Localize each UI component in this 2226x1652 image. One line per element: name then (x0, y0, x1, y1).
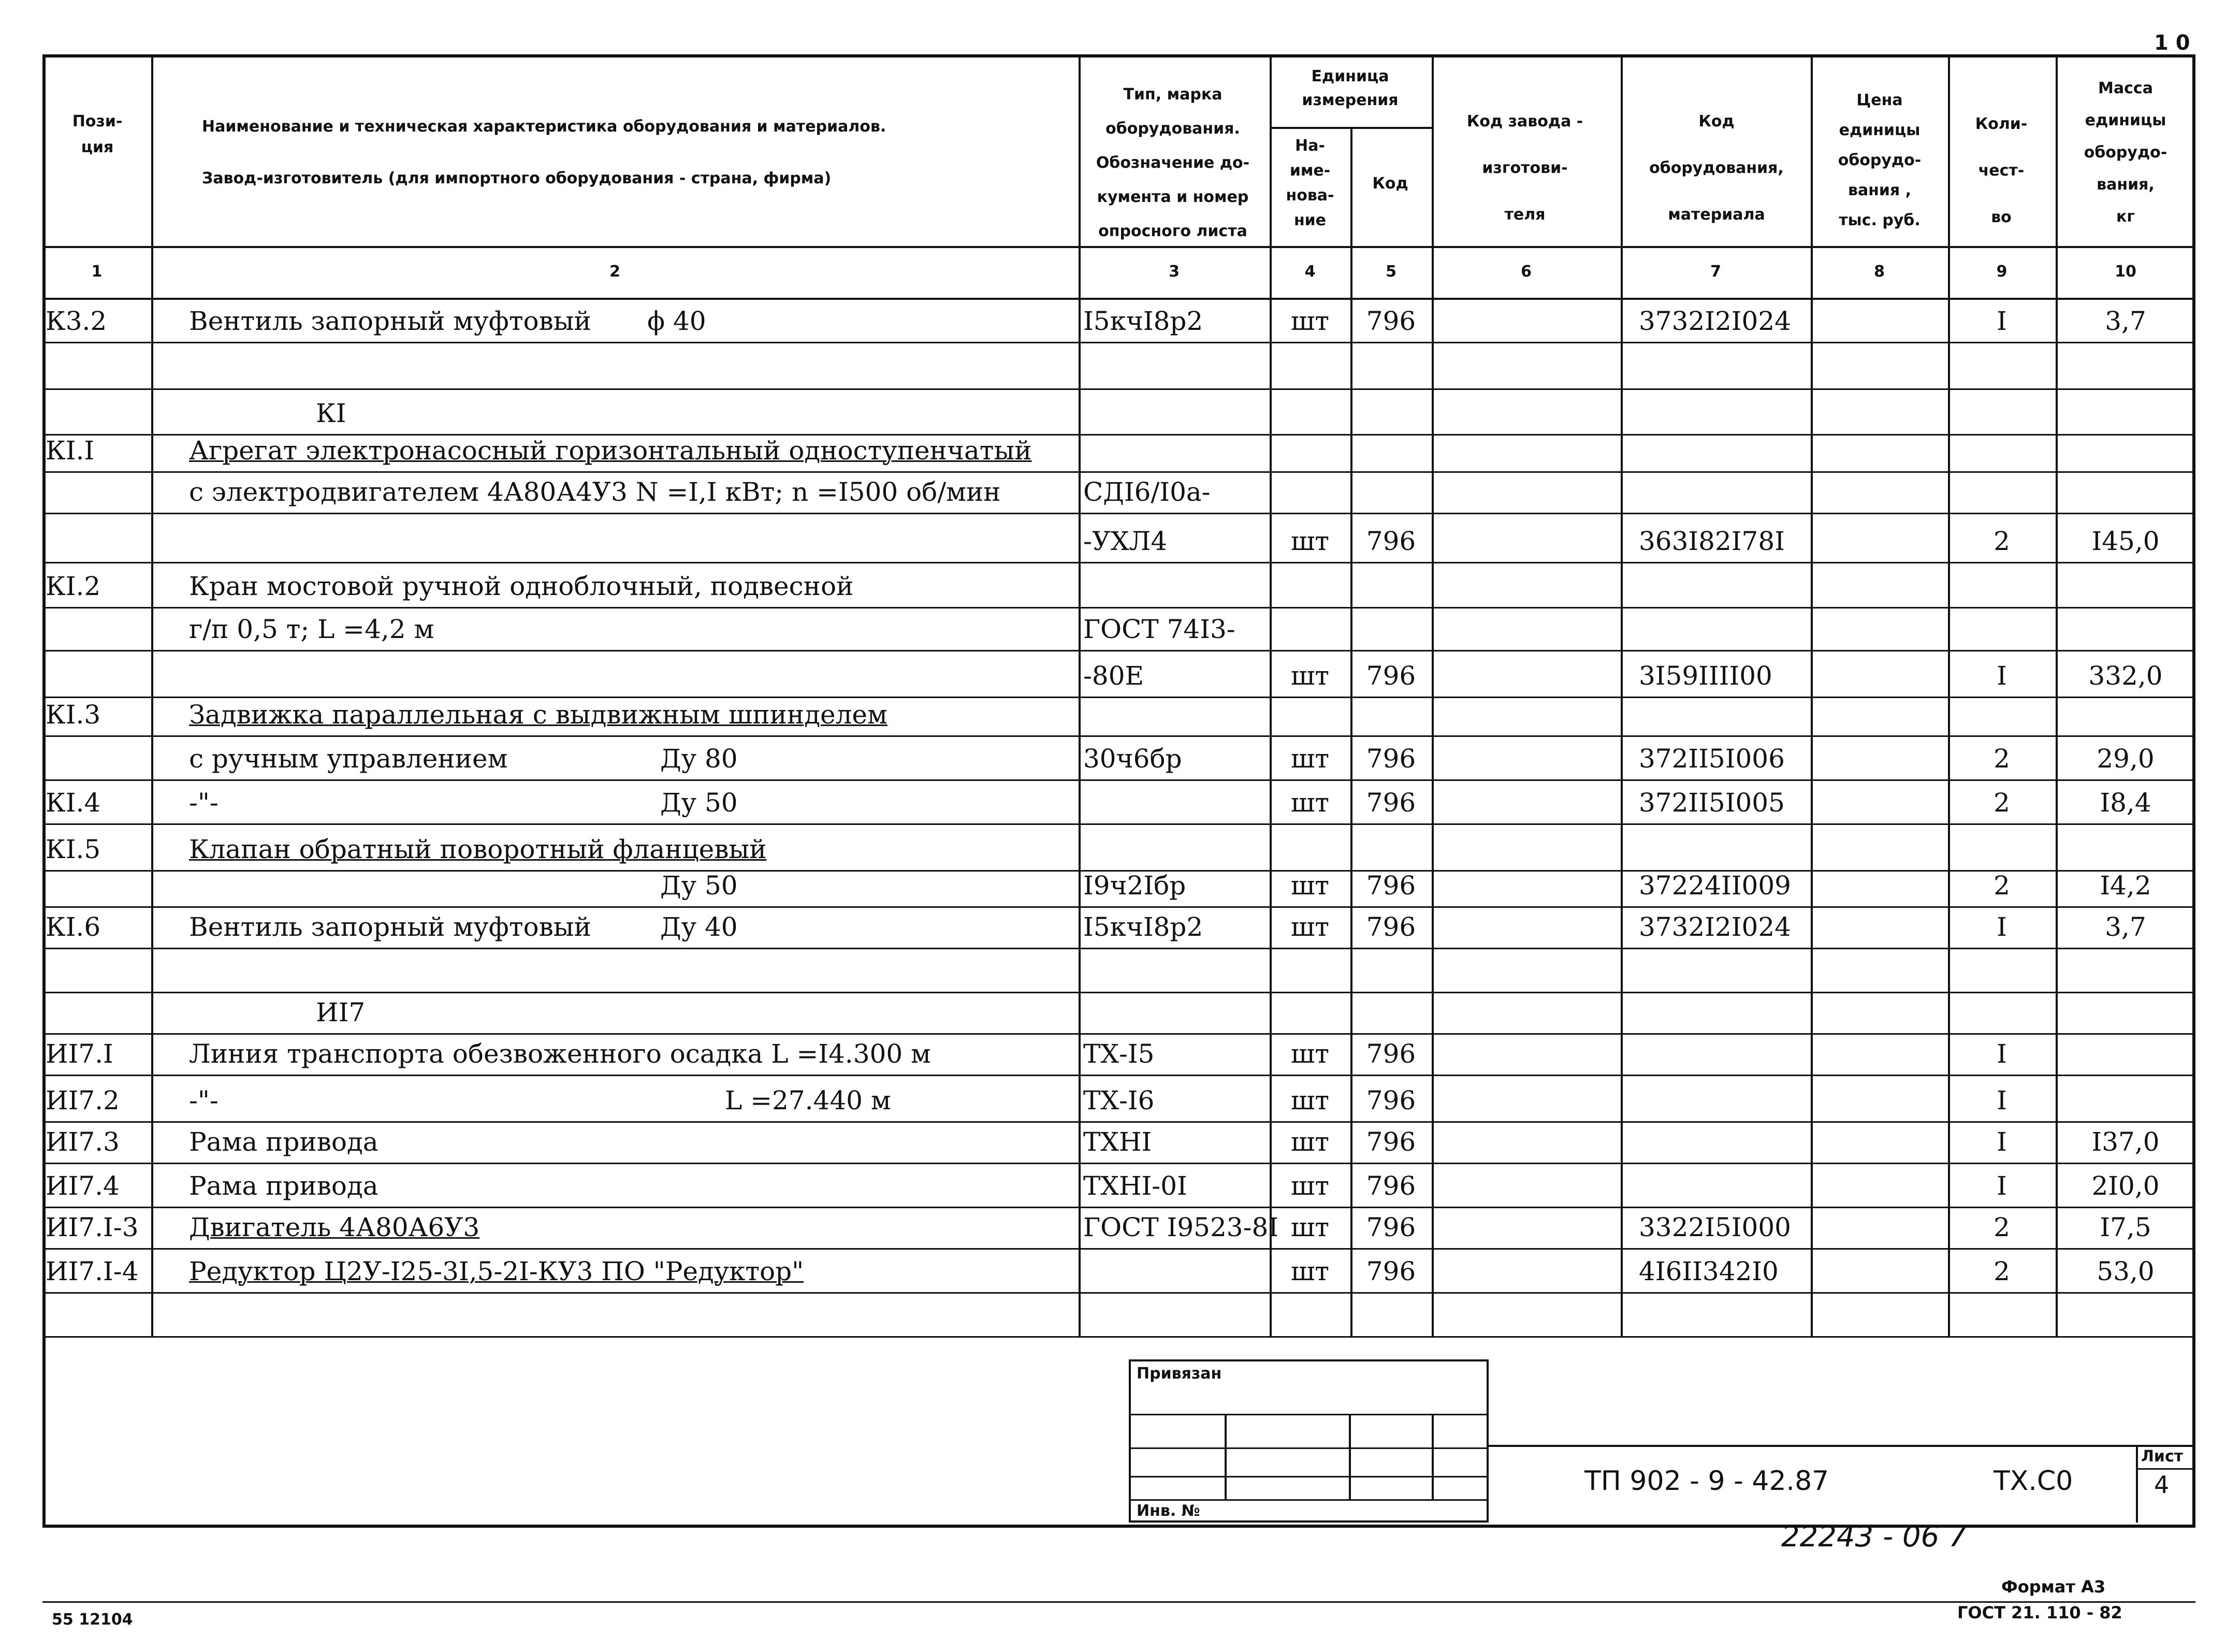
cell-eqcode: 363I82I78I (1639, 526, 1785, 556)
cell-qty: I (1997, 1085, 2007, 1115)
stamp-mark: ТХ.С0 (1994, 1466, 2073, 1497)
stamp-vline (1349, 1414, 1351, 1499)
header-position: Пози- ция (72, 112, 123, 156)
cell-code: 796 (1366, 744, 1416, 774)
cell-mass: 3,7 (2105, 306, 2146, 336)
cell-mass: 3,7 (2105, 912, 2146, 942)
header-price: Цена единицы оборудо- вания , тыс. руб. (1838, 91, 1922, 229)
cell-type: ГОСТ I9523-8I (1083, 1212, 1279, 1242)
cell-pos: К3.2 (46, 306, 107, 336)
table-row-line (42, 607, 2195, 608)
table-row-line (42, 1292, 2195, 1294)
column-number: 3 (1169, 263, 1180, 281)
table-row-line (42, 823, 2195, 825)
stamp-inv: Инв. № (1137, 1502, 1200, 1520)
table-row-line (42, 650, 2195, 651)
header-mass: Масса единицы оборудо- вания, кг (2084, 79, 2167, 226)
table-row-line (42, 992, 2195, 993)
cell-mass: I45,0 (2091, 526, 2160, 556)
cell-unit: шт (1290, 912, 1330, 942)
cell-name: Агрегат электронасосный горизонтальный одноступенчатый (189, 436, 1032, 466)
cell-name: Кран мостовой ручной одноблочный, подвесной (189, 571, 854, 601)
cell-dn: Ду 50 (660, 788, 738, 818)
cell-qty: 2 (1994, 871, 2010, 901)
cell-qty: I (1997, 661, 2007, 691)
cell-eqcode: 3I59IIII00 (1639, 661, 1772, 691)
cell-code: 796 (1366, 1039, 1416, 1069)
cell-qty: I (1997, 306, 2007, 336)
cell-pos: КI.I (46, 436, 95, 466)
cell-unit: шт (1290, 1039, 1330, 1069)
cell-name: ИI7 (316, 997, 366, 1027)
cell-unit: шт (1290, 1171, 1330, 1201)
column-number: 6 (1521, 263, 1532, 281)
cell-mass: I4,2 (2100, 871, 2151, 901)
cell-mass: 53,0 (2097, 1256, 2155, 1286)
table-row-line (42, 1121, 2195, 1123)
cell-pos: КI.6 (46, 912, 101, 942)
table-row-line (42, 906, 2195, 908)
cell-type: ТХ-I5 (1083, 1039, 1155, 1069)
cell-eqcode: 3732I2I024 (1639, 912, 1791, 942)
cell-unit: шт (1290, 526, 1330, 556)
cell-type: 30ч6бр (1083, 744, 1182, 774)
cell-qty: I (1997, 1171, 2007, 1201)
cell-type: ТХНI (1083, 1127, 1152, 1157)
cell-dn: L =27.440 м (725, 1085, 891, 1115)
cell-code: 796 (1366, 1127, 1416, 1157)
stamp-doc-code: ТП 902 - 9 - 42.87 (1584, 1466, 1829, 1497)
column-number: 10 (2115, 263, 2136, 281)
cell-name: г/п 0,5 т; L =4,2 м (189, 614, 434, 644)
cell-unit: шт (1290, 1256, 1330, 1286)
cell-name: с ручным управлением (189, 744, 508, 774)
stamp-sheet-number: 4 (2154, 1471, 2170, 1499)
table-row-line (42, 388, 2195, 390)
header-quantity: Коли- чест- во (1975, 115, 2028, 226)
cell-mass: I7,5 (2100, 1212, 2151, 1242)
cell-unit: шт (1290, 1212, 1330, 1242)
cell-qty: 2 (1994, 1256, 2010, 1286)
cell-pos: ИI7.3 (46, 1127, 120, 1157)
header-type: Тип, марка оборудования. Обозначение до- кумента и номер опросного листа (1096, 85, 1250, 240)
footer-format: Формат А3 (2001, 1577, 2106, 1597)
cell-pos: ИI7.I-3 (46, 1212, 139, 1242)
cell-unit: шт (1290, 788, 1330, 818)
column-number: 8 (1874, 263, 1885, 281)
cell-name: Редуктор Ц2У-I25-3I,5-2I-КУ3 ПО "Редуктор" (189, 1256, 804, 1286)
cell-qty: I (1997, 1127, 2007, 1157)
stamp-sheet-line (2136, 1468, 2195, 1470)
cell-type: -80Е (1083, 661, 1144, 691)
cell-pos: ИI7.4 (46, 1171, 120, 1201)
cell-qty: 2 (1994, 744, 2010, 774)
cell-unit: шт (1290, 661, 1330, 691)
cell-pos: КI.5 (46, 834, 101, 864)
cell-pos: ИI7.I (46, 1039, 113, 1069)
cell-unit: шт (1290, 1127, 1330, 1157)
cell-eqcode: 3322I5I000 (1639, 1212, 1791, 1242)
cell-name: Рама привода (189, 1127, 379, 1157)
header-unit-code: Код (1372, 175, 1408, 193)
footer-gost: ГОСТ 21. 110 - 82 (1957, 1603, 2122, 1622)
cell-name: Вентиль запорный муфтовый (189, 912, 591, 942)
cell-type: ТХ-I6 (1083, 1085, 1155, 1115)
cell-eqcode: 3732I2I024 (1639, 306, 1791, 336)
table-row-line (1270, 127, 1432, 129)
cell-dn: Ду 50 (660, 871, 738, 901)
stamp-privyazan: Привязан (1137, 1365, 1222, 1383)
cell-name: -"- (189, 1085, 219, 1115)
table-row-line (42, 562, 2195, 563)
cell-code: 796 (1366, 1256, 1416, 1286)
handwritten-number: 22243 - 06 7 (1781, 1520, 1967, 1554)
cell-dn: Ду 80 (660, 744, 738, 774)
table-row-line (42, 1163, 2195, 1164)
cell-code: 796 (1366, 788, 1416, 818)
cell-code: 796 (1366, 661, 1416, 691)
column-number: 4 (1304, 263, 1316, 281)
cell-name: Клапан обратный поворотный фланцевый (189, 834, 767, 864)
header-name: Наименование и техническая характеристика оборудования и материалов. Завод-изготовитель (для импортного оборудования - страна, фирма) (202, 118, 886, 187)
cell-pos: ИI7.I-4 (46, 1256, 139, 1286)
cell-name: -"- (189, 788, 219, 818)
cell-code: 796 (1366, 1085, 1416, 1115)
cell-unit: шт (1290, 306, 1330, 336)
column-number: 5 (1386, 263, 1396, 281)
cell-code: 796 (1366, 871, 1416, 901)
cell-code: 796 (1366, 306, 1416, 336)
cell-unit: шт (1290, 744, 1330, 774)
corner-mark: 1 0 (2154, 31, 2190, 55)
cell-type: СДI6/I0а- (1083, 477, 1211, 507)
table-row-line (42, 1033, 2195, 1035)
cell-mass: I37,0 (2091, 1127, 2160, 1157)
cell-code: 796 (1366, 1212, 1416, 1242)
cell-mass: I8,4 (2100, 788, 2151, 818)
cell-type: I9ч2Iбр (1083, 871, 1186, 901)
header-unit-name: На- име- нова- ние (1286, 137, 1334, 229)
cell-eqcode: 372II5I006 (1639, 744, 1785, 774)
header-unit-group: Единица измерения (1302, 67, 1399, 109)
column-number: 1 (91, 263, 103, 281)
cell-unit: шт (1290, 1085, 1330, 1115)
stamp-line (1129, 1476, 1489, 1477)
cell-code: 796 (1366, 1171, 1416, 1201)
cell-qty: 2 (1994, 526, 2010, 556)
cell-name: Вентиль запорный муфтовый (189, 306, 591, 336)
cell-dn: Ду 40 (660, 912, 738, 942)
cell-mass: 29,0 (2097, 744, 2155, 774)
table-row-line (42, 471, 2195, 473)
cell-type: ГОСТ 74I3- (1083, 614, 1235, 644)
stamp-line (1129, 1414, 1489, 1415)
cell-pos: ИI7.2 (46, 1085, 120, 1115)
header-equipment-code: Код оборудования, материала (1649, 112, 1784, 224)
cell-mass: 2I0,0 (2091, 1171, 2160, 1201)
cell-qty: 2 (1994, 1212, 2010, 1242)
header-plant-code: Код завода - изготови- теля (1466, 112, 1583, 224)
stamp-sheet-label: Лист (2141, 1447, 2184, 1466)
cell-name: КI (316, 398, 346, 428)
stamp-right-top-line (1489, 1445, 2195, 1447)
cell-type: I5кчI8р2 (1083, 306, 1203, 336)
stamp-vline (1432, 1414, 1434, 1499)
cell-qty: I (1997, 912, 2007, 942)
stamp-sheet-divider (2136, 1445, 2138, 1523)
cell-pos: КI.2 (46, 571, 101, 601)
cell-qty: I (1997, 1039, 2007, 1069)
cell-unit: шт (1290, 871, 1330, 901)
cell-dn: ϕ 40 (647, 306, 706, 336)
cell-eqcode: 372II5I005 (1639, 788, 1785, 818)
table-row-line (42, 1075, 2195, 1076)
stamp-line (1129, 1447, 1489, 1449)
table-row-line (42, 342, 2195, 343)
cell-name: с электродвигателем 4А80А4У3 N =I,I кВт; n =I500 об/мин (189, 477, 1001, 507)
table-row-line (42, 779, 2195, 781)
table-row-line (42, 1336, 2195, 1338)
table-row-line (42, 1207, 2195, 1208)
stamp-line (1129, 1499, 1489, 1501)
cell-eqcode: 37224II009 (1639, 871, 1791, 901)
cell-name: Двигатель 4А80А6У3 (189, 1212, 480, 1242)
cell-pos: КI.3 (46, 700, 101, 730)
stamp-left-box (1129, 1359, 1489, 1523)
column-number: 9 (1996, 263, 2007, 281)
cell-code: 796 (1366, 526, 1416, 556)
cell-code: 796 (1366, 912, 1416, 942)
cell-name: Линия транспорта обезвоженного осадка L =I4.300 м (189, 1039, 931, 1069)
table-row-line (42, 948, 2195, 949)
column-number: 7 (1710, 263, 1721, 281)
table-row-line (42, 1248, 2195, 1250)
cell-name: Задвижка параллельная с выдвижным шпинделем (189, 700, 888, 730)
table-row-line (42, 513, 2195, 514)
column-number: 2 (609, 263, 620, 281)
cell-type: I5кчI8р2 (1083, 912, 1203, 942)
table-row-line (42, 735, 2195, 737)
table-row-line (42, 298, 2195, 300)
cell-pos: КI.4 (46, 788, 101, 818)
cell-qty: 2 (1994, 788, 2010, 818)
footer-line (42, 1601, 2195, 1603)
stamp-vline (1225, 1414, 1227, 1499)
footer-left-code: 55 12104 (52, 1611, 133, 1629)
cell-mass: 332,0 (2088, 661, 2163, 691)
cell-type: ТХНI-0I (1083, 1171, 1187, 1201)
cell-name: Рама привода (189, 1171, 379, 1201)
cell-eqcode: 4I6II342I0 (1639, 1256, 1779, 1286)
cell-type: -УХЛ4 (1083, 526, 1168, 556)
